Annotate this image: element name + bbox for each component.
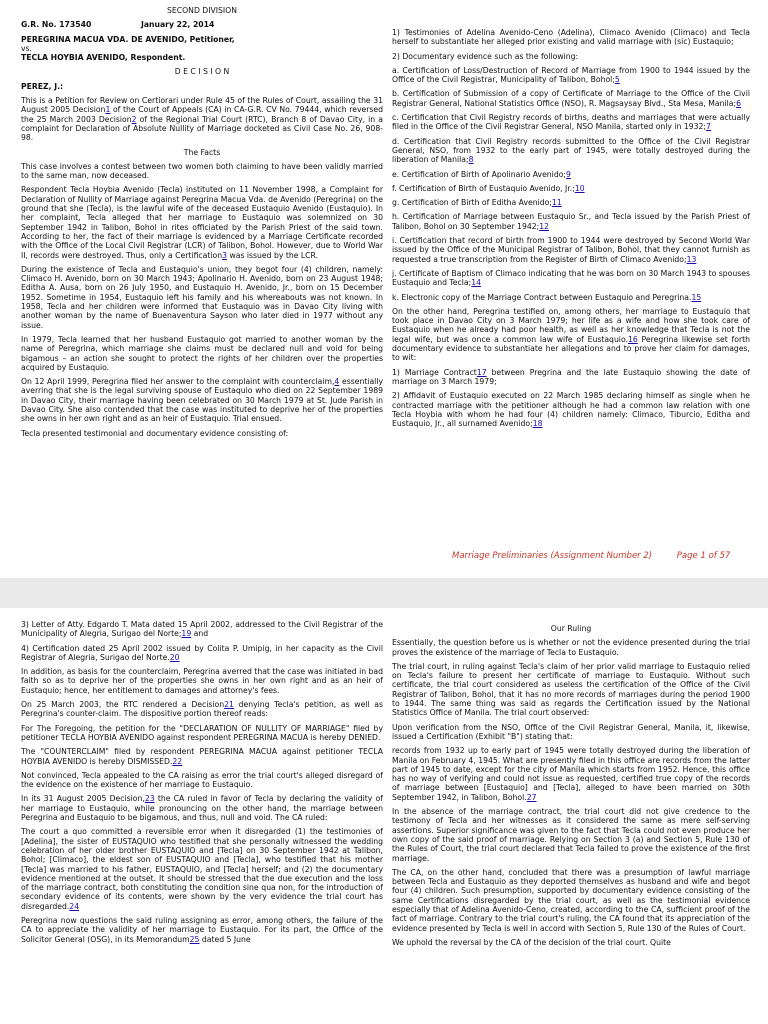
page2-left-column <box>21 620 383 949</box>
paragraph: 1) Testimonies of Adelina Avenido-Ceno (Adelina), Climaco Avenido (Climaco) and Tecla herself to substantiate her alleged prior existing and valid marriage with (sic) Eustaquio; <box>392 28 750 47</box>
evidence-item: 3) Letter of Atty. Edgardo T. Mata dated 15 April 2002, addressed to the Civil Registrar of the Municipality of Alegria, Surigao del Norte;19 and <box>21 620 383 639</box>
footnote-link[interactable]: 14 <box>471 278 481 288</box>
paragraph: In 1979, Tecla learned that her husband Eustaquio got married to another woman by the name of Peregrina, which marriage she claims must be declared null and void for being bigamous – an action she sought to protect the rights of her children over the properties acquired by Eustaquio. <box>21 334 383 372</box>
footnote-link[interactable]: 11 <box>551 198 562 208</box>
footnote-link[interactable]: 13 <box>686 254 697 264</box>
footnote-link[interactable]: 23 <box>144 794 155 804</box>
evidence-item: 1) Marriage Contract17 between Pregrina and the late Eustaquio showing the date of marriage on 3 March 1979; <box>392 367 750 386</box>
paragraph: During the existence of Tecla and Eustaquio's union, they begot four (4) children, namely: Climaco H. Avenido, born on 30 March 1943; Apolinario H. Avenido, born on 23 August 1948; Editha A. Ausa, born on 26 July 1950, and Eustaquio H. Avenido, Jr., born on 15 December 1952. Sometime in 1954, Eustaquio left his family and his whereabouts was not known. In 1958, Tecla and her children were informed that Eustaquio was in Davao City living with another woman by the name of Buenaventura Sayson who later died in 1977 without any issue. <box>21 264 383 330</box>
evidence-item: 4) Certification dated 25 April 2002 issued by Colita P. Umipig, in her capacity as the Civil Registrar of Alegria, Surigao del Norte.20 <box>21 643 383 662</box>
evidence-item: d. Certification that Civil Registry records submitted to the Office of the Civil Registrar General, NSO, from 1932 to the early part of 1945, were totally destroyed during the liberation of Manila;8 <box>392 136 750 165</box>
case-header <box>21 20 383 29</box>
paragraph: In the absence of the marriage contract, the trial court did not give credence to the testimony of Tecla and her witnesses as it considered the same as mere self-serving assertions. Superior significance was given to the fact that Tecla could not even produce her own copy of the said proof of marriage. Relying on Section 3 (a) and Section 5, Rule 130 of the Rules of Court, the trial court declared that Tecla failed to prove the existence of the first marriage. <box>392 807 750 863</box>
evidence-item: g. Certification of Birth of Editha Avenido;11 <box>392 198 562 208</box>
evidence-item: a. Certification of Loss/Destruction of Record of Marriage from 1900 to 1944 issued by the Office of the Civil Registrar, Municipality of Talibon, Bohol;5 <box>392 65 750 85</box>
footnote-link[interactable]: 4 <box>334 377 340 387</box>
quoted-disposition: The "COUNTERCLAIM" filed by respondent PEREGRINA MACUA against petitioner TECLA HOYBIA AVENIDO is hereby DISMISSED.22 <box>21 747 383 766</box>
footnote-link[interactable]: 19 <box>181 629 192 639</box>
evidence-item: j. Certificate of Baptism of Climaco indicating that he was born on 30 March 1943 to spouses Eustaquio and Tecla;14 <box>392 268 750 288</box>
paragraph: The CA, on the other hand, concluded that there was a presumption of lawful marriage between Tecla and Eustaquio as they deported themselves as husband and wife and begot four (4) children. Such presumption, supported by documentary evidence consisting of the same Certifications disregarded by the trial court, as well as the testimonial evidence especially that of Adelina Avenido-Ceno, created, according to the CA, sufficient proof of the fact of marriage. Contrary to the trial court's ruling, the CA found that its appreciation of the evidence presented by Tecla is well in accord with Section 5, Rule 130 of the Rules of Court. <box>392 867 750 933</box>
evidence-item: i. Certification that record of birth from 1900 to 1944 were destroyed by Second World War issued by the Office of the Municipal Registrar of Talibon, Bohol, that they cannot furnish as requested a true transcription from the Register of Birth of Climaco Avenido;13 <box>392 236 750 264</box>
paragraph: Respondent Tecla Hoybia Avenido (Tecla) instituted on 11 November 1998, a Complaint for Declaration of Nullity of Marriage against Peregrina Macua Vda. de Avenido (Peregrina) on the ground that she (Tecla), is the lawful wife of the deceased Eustaquio Avenido (Eustaquio). In her complaint, Tecla alleged that her marriage to Eustaquio was solemnized on 30 September 1942 in Talibon, Bohol in rites officiated by the Parish Priest of the said town. According to her, the fact of their marriage is evidenced by a Marriage Certificate recorded with the Office of the Local Civil Registrar (LCR) of Talibon, Bohol. However, due to World War II, records were destroyed. Thus, only a Certification3 was issued by the LCR. <box>21 185 383 260</box>
footnote-link[interactable]: 3 <box>222 250 227 260</box>
page2-right-column <box>392 624 750 952</box>
decision-date: January 22, 2014 <box>141 20 215 30</box>
paragraph: Upon verification from the NSO, Office of the Civil Registrar General, Manila, it, likewise, issued a Certification (Exhibit "B") stating that: <box>392 722 750 741</box>
paragraph: On 25 March 2003, the RTC rendered a Decision21 denying Tecla's petition, as well as Peregrina's counter-claim. The dispositive portion thereof reads: <box>21 700 384 719</box>
respondent-name: TECLA HOYBIA AVENIDO, Respondent. <box>21 53 186 63</box>
page-footer <box>452 551 730 561</box>
footer-title: Marriage Preliminaries (Assignment Number 2) <box>452 551 653 561</box>
footnote-link[interactable]: 1 <box>105 105 111 115</box>
footnote-link[interactable]: 27 <box>526 792 537 802</box>
page1-left-column <box>21 6 383 443</box>
footnote-link[interactable]: 2 <box>131 114 137 124</box>
division-heading: SECOND DIVISION <box>167 6 237 15</box>
paragraph: On the other hand, Peregrina testified on, among others, her marriage to Eustaquio that took place in Davao City on 3 March 1979; her life as a wife and how she took care of Eustaquio when he already had poor health, as well as her knowledge that Tecla is not the legal wife, but was once a common law wife of Eustaquio.16 Peregrina likewise set forth documentary evidence to substantiate her allegations and to prove her claim for damages, to wit: <box>392 306 751 363</box>
document-page-2 <box>0 608 768 1024</box>
footnote-link[interactable]: 17 <box>476 367 487 377</box>
footnote-link[interactable]: 20 <box>169 652 180 662</box>
footnote-link[interactable]: 24 <box>69 901 80 911</box>
page1-right-column <box>392 28 750 433</box>
paragraph: We uphold the reversal by the CA of the decision of the trial court. Quite <box>392 937 671 947</box>
footnote-link[interactable]: 16 <box>627 334 638 344</box>
ponente: PEREZ, J.: <box>21 81 64 91</box>
evidence-item: h. Certification of Marriage between Eustaquio Sr., and Tecla issued by the Parish Priest of Talibon, Bohol on 30 September 1942;12 <box>392 212 750 231</box>
paragraph: On 12 April 1999, Peregrina filed her answer to the complaint with counterclaim,4 essentially averring that she is the legal surviving spouse of Eustaquio who died on 22 September 1989 in Davao City, their marriage having been celebrated on 30 March 1979 at St. Jude Parish in Davao City. She also contended that the case was instituted to deprive her of the properties she owns in her own right and as an heir of Eustaquio. Trial ensued. <box>21 377 384 424</box>
footnote-link[interactable]: 7 <box>706 122 711 132</box>
paragraph: 2) Documentary evidence such as the following: <box>392 51 579 61</box>
footnote-link[interactable]: 8 <box>468 155 474 165</box>
footnote-link[interactable]: 5 <box>614 75 620 85</box>
evidence-item: c. Certification that Civil Registry records of births, deaths and marriages that were actually filed in the Office of the Civil Registrar General, NSO Manila, started only in 1932;7 <box>392 113 750 132</box>
evidence-item: 2) Affidavit of Eustaquio executed on 22 March 1985 declaring himself as single when he contracted marriage with the petitioner although he had a common law relation with one Tecla Hoybia with whom he had four (4) children namely: Climaco, Tiburcio, Editha and Eustaquio, Jr., all surnamed Avenido;18 <box>392 391 750 429</box>
evidence-item: e. Certification of Birth of Apolinario Avenido;9 <box>392 169 571 179</box>
petitioner-name: PEREGRINA MACUA VDA. DE AVENIDO, Petitioner, <box>21 34 235 44</box>
quoted-ruling: The court a quo committed a reversible error when it disregarded (1) the testimonies of [Adelina], the sister of EUSTAQUIO who testified that she personally witnessed the wedding celebration of her older brother EUSTAQUIO and [Tecla] on 30 September 1942 at Talibon, Bohol; [Climaco], the eldest son of EUSTAQUIO and [Tecla], who testified that his mother [Tecla] was married to his father, EUSTAQUIO, and [Tecla] herself; and (2) the documentary evidence mentioned at the outset. It should be stressed that the due execution and the loss of the marriage contract, both constituting the condition sine qua non, for the introduction of secondary evidence of its contents, were shown by the very evidence the trial court has disregarded.24 <box>21 827 383 911</box>
facts-heading: The Facts <box>183 147 221 157</box>
gr-number: G.R. No. 173540 <box>21 20 92 30</box>
footnote-link[interactable]: 15 <box>691 292 702 302</box>
paragraph: Not convinced, Tecla appealed to the CA raising as error the trial court's alleged disregard of the evidence on the existence of her marriage to Eustaquio. <box>21 770 383 790</box>
paragraph-intro: This is a Petition for Review on Certiorari under Rule 45 of the Rules of Court, assailing the 31 August 2005 Decision1 of the Court of Appeals (CA) in CA-G.R. CV No. 79444, which reversed the 25 March 2003 Decision2 of the Regional Trial Court (RTC), Branch 8 of Davao City, in a complaint for Declaration of Absolute Nullity of Marriage docketed as Civil Case No. 26, 908-98. <box>21 96 384 143</box>
footnote-link[interactable]: 25 <box>189 934 200 944</box>
paragraph: Tecla presented testimonial and documentary evidence consisting of: <box>21 428 289 438</box>
footnote-link[interactable]: 18 <box>532 419 543 429</box>
ruling-heading: Our Ruling <box>550 624 592 633</box>
paragraph: This case involves a contest between two women both claiming to have been validly married to the same man, now deceased. <box>21 161 383 181</box>
quoted-certification: records from 1932 up to early part of 1945 were totally destroyed during the liberation of Manila on February 4, 1945. What are presently filed in this office are records from the latter part of 1945 to date, except for the city of Manila which starts from 1952. Hence, this office has no way of verifying and could not issue as requested, certified true copy of the records of marriage between [Eustaquio] and [Tecla], alleged to have been married on 30th September 1942, in Talibon, Bohol.27 <box>392 746 750 802</box>
footnote-link[interactable]: 10 <box>574 183 585 193</box>
footnote-link[interactable]: 21 <box>224 700 234 710</box>
footnote-link[interactable]: 12 <box>539 221 550 231</box>
paragraph: Essentially, the question before us is whether or not the evidence presented during the trial proves the existence of the marriage of Tecla to Eustaquio. <box>392 638 750 657</box>
footnote-link[interactable]: 6 <box>736 98 741 108</box>
paragraph: In its 31 August 2005 Decision,23 the CA ruled in favor of Tecla by declaring the validity of her marriage to Eustaquio, while pronouncing on the other hand, the marriage between Peregrina and Eustaquio to be bigamous, and thus, null and void. The CA ruled: <box>21 794 383 823</box>
quoted-disposition: For The Foregoing, the petition for the "DECLARATION OF NULLITY OF MARRIAGE" filed by petitioner TECLA HOYBIA AVENIDO against respondent PEREGRINA MACUA is hereby DENIED. <box>21 723 383 742</box>
evidence-item: f. Certification of Birth of Eustaquio Avenido, Jr.;10 <box>392 183 585 193</box>
evidence-item: b. Certification of Submission of a copy of Certificate of Marriage to the Office of the Civil Registrar General, National Statistics Office (NSO), R. Magsaysay Blvd., Sta Mesa, Manila;6 <box>392 89 750 108</box>
paragraph: The trial court, in ruling against Tecla's claim of her prior valid marriage to Eustaquio relied on Tecla's failure to present her certificate of marriage to Eustaquio. Without such certificate, the trial court considered as useless the certification of the Office of the Civil Registrar of Talibon, Bohol, that it has no more records of marriages during the period 1900 to 1944. The same thing was said as regards the Certification issued by the National Statistics Office of Manila. The trial court observed: <box>392 661 750 718</box>
versus: vs. <box>21 43 32 53</box>
footnote-link[interactable]: 9 <box>566 169 571 179</box>
footnote-link[interactable]: 22 <box>172 756 183 766</box>
paragraph: In addition, as basis for the counterclaim, Peregrina averred that the case was initiated in bad faith so as to deprive her of the properties she owns in her own right and as an heir of Eustaquio; hence, her entitlement to damages and attorney's fees. <box>21 667 383 695</box>
evidence-item: k. Electronic copy of the Marriage Contract between Eustaquio and Peregrina.15 <box>392 292 702 302</box>
paragraph: Peregrina now questions the said ruling assigning as error, among others, the failure of the CA to appreciate the validity of her marriage to Eustaquio. For its part, the Office of the Solicitor General (OSG), in its Memorandum25 dated 5 June <box>21 916 383 944</box>
footer-page-number: Page 1 of 57 <box>676 551 731 561</box>
decision-heading: D E C I S I O N <box>174 67 230 77</box>
